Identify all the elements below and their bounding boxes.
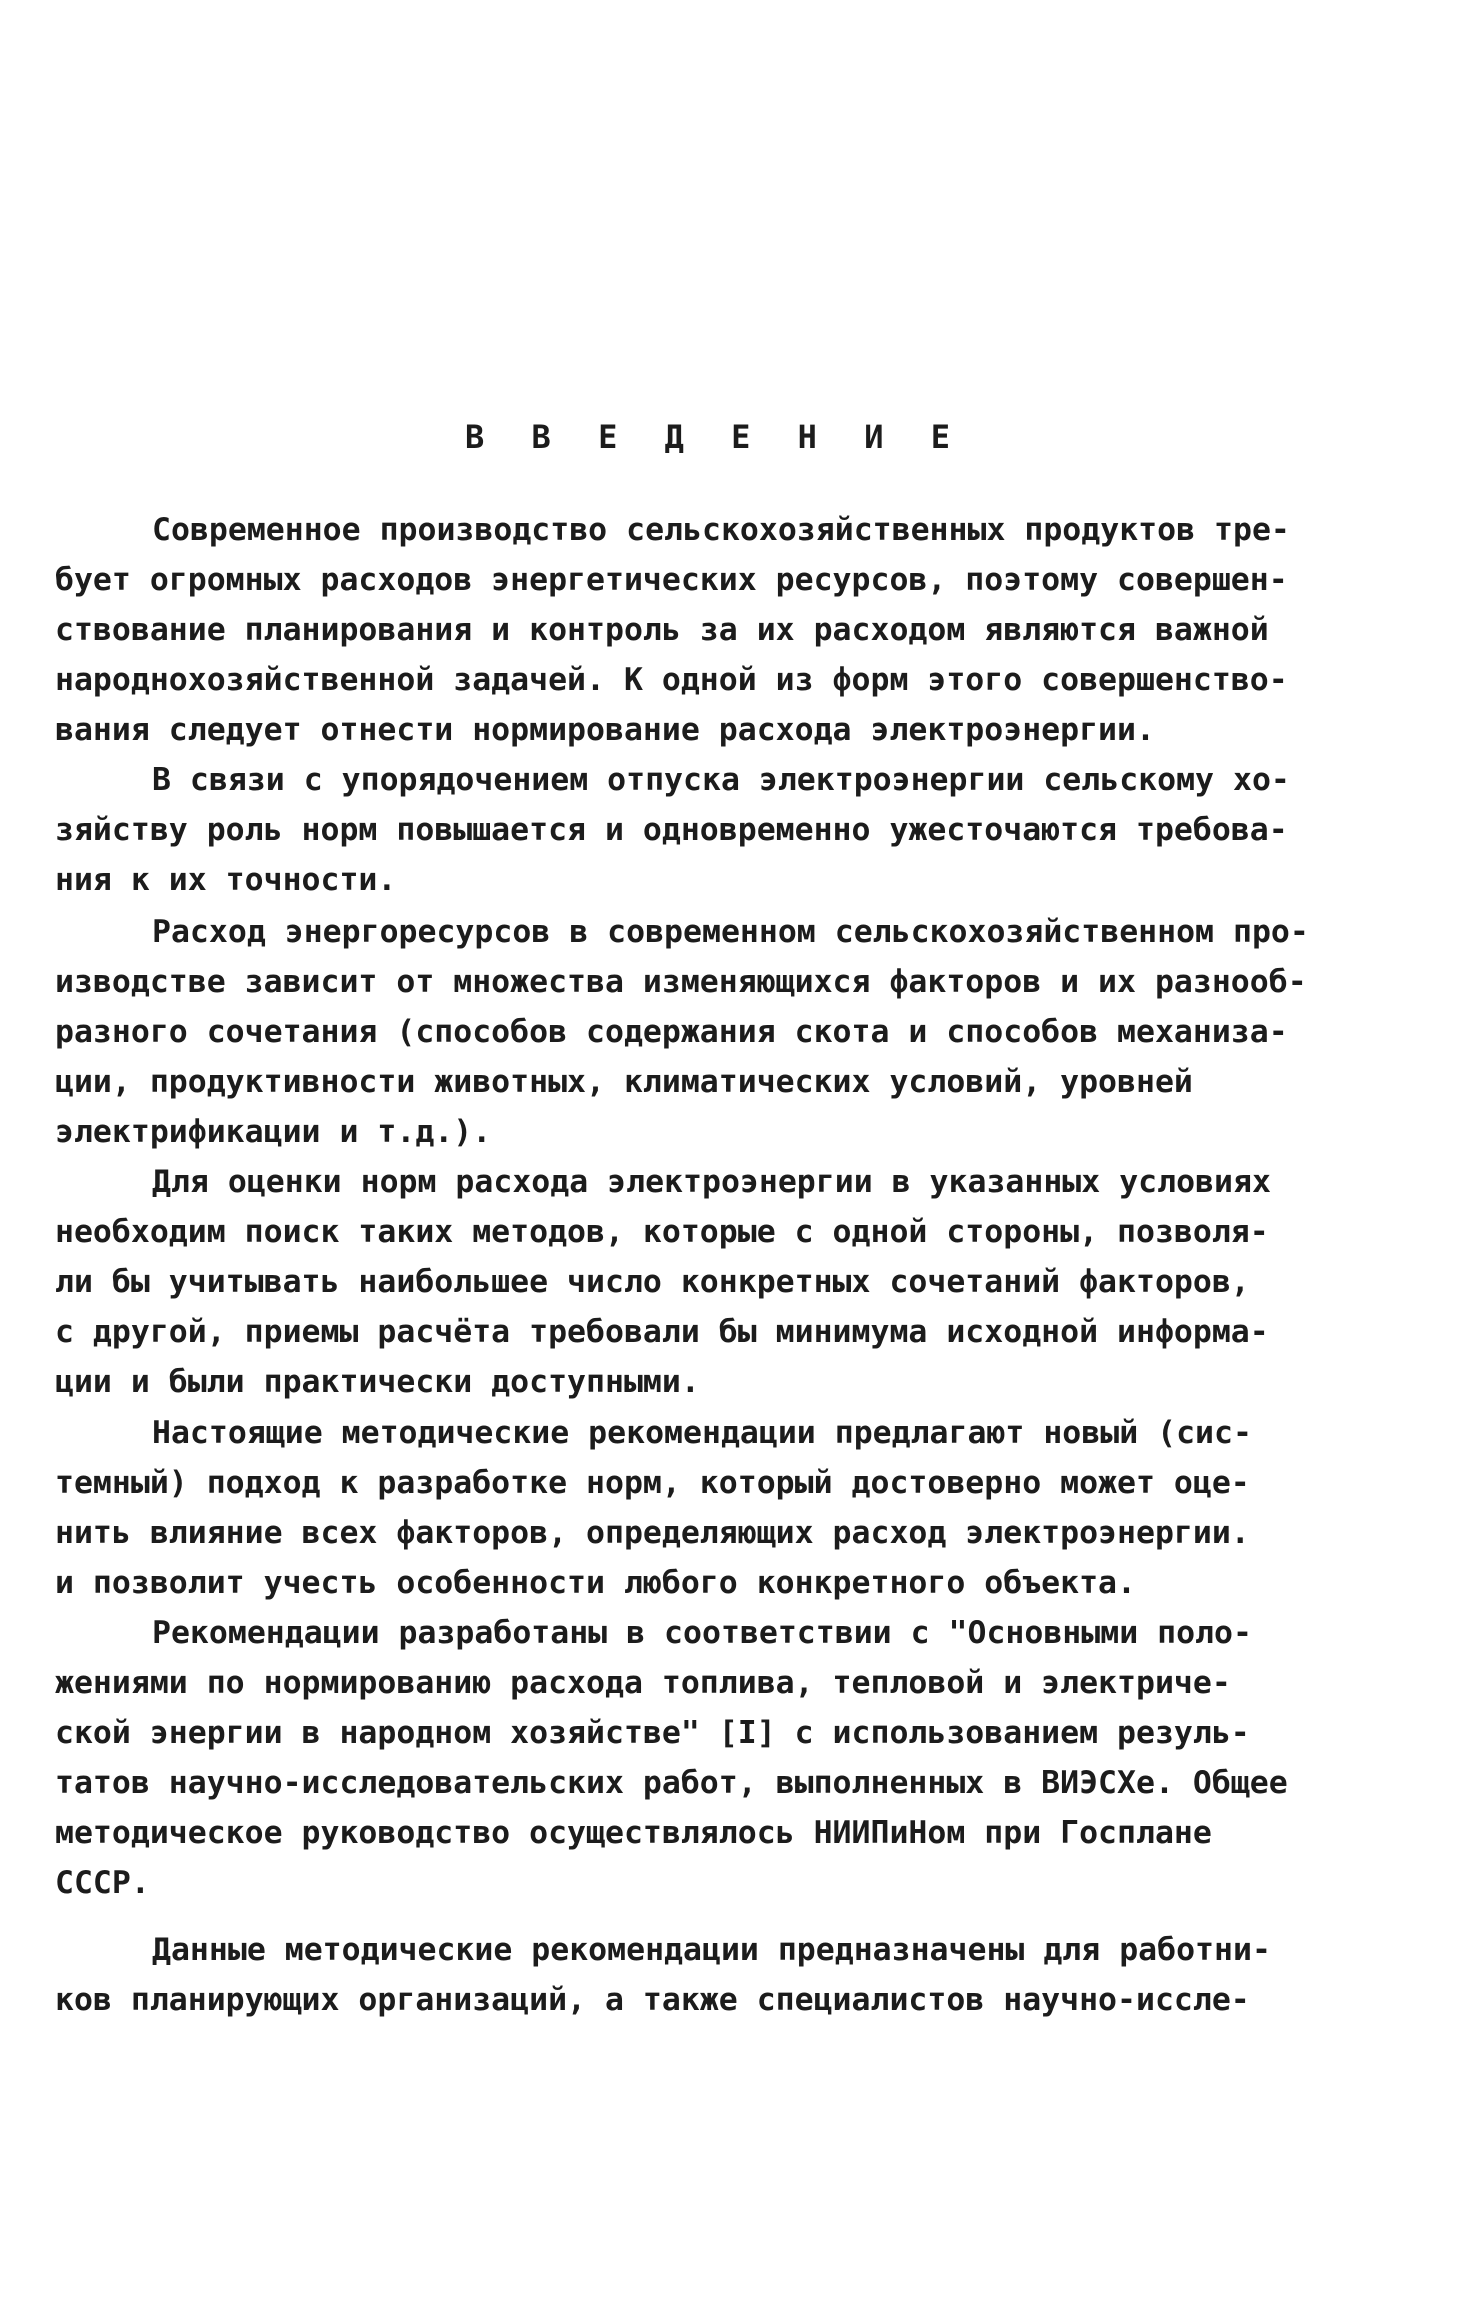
text-line: жениями по нормированию расхода топлива, тепловой и электриче- <box>55 1665 1231 1701</box>
text-line: с другой, приемы расчёта требовали бы минимума исходной информа- <box>55 1314 1269 1350</box>
text-line: разного сочетания (способов содержания скота и способов механиза- <box>55 1014 1288 1050</box>
text-line: вания следует отнести нормирование расхода электроэнергии. <box>55 712 1155 748</box>
text-line: СССР. <box>55 1865 150 1901</box>
text-line: изводстве зависит от множества изменяющихся факторов и их разнооб- <box>55 964 1307 1000</box>
text-line: ния к их точности. <box>55 862 397 898</box>
text-line: Расход энергоресурсов в современном сельскохозяйственном про- <box>152 914 1309 950</box>
text-line: Современное производство сельскохозяйственных продуктов тре- <box>152 512 1290 548</box>
text-line: народнохозяйственной задачей. К одной из форм этого совершенство- <box>55 662 1288 698</box>
text-line: зяйству роль норм повышается и одновременно ужесточаются требова- <box>55 812 1288 848</box>
text-line: Настоящие методические рекомендации предлагают новый (сис- <box>152 1415 1252 1451</box>
text-line: методическое руководство осуществлялось НИИПиНом при Госплане <box>55 1815 1212 1851</box>
text-line: бует огромных расходов энергетических ресурсов, поэтому совершен- <box>55 562 1288 598</box>
page-heading: В В Е Д Е Н И Е <box>465 418 964 456</box>
text-line: Данные методические рекомендации предназначены для работни- <box>152 1932 1271 1968</box>
text-line: нить влияние всех факторов, определяющих расход электроэнергии. <box>55 1515 1250 1551</box>
text-line: ков планирующих организаций, а также специалистов научно-иссле- <box>55 1982 1250 2018</box>
text-line: ции и были практически доступными. <box>55 1364 700 1400</box>
text-line: ли бы учитывать наибольшее число конкретных сочетаний факторов, <box>55 1264 1250 1300</box>
text-line: Для оценки норм расхода электроэнергии в указанных условиях <box>152 1164 1271 1200</box>
text-line: Рекомендации разработаны в соответствии с "Основными поло- <box>152 1615 1252 1651</box>
text-line: необходим поиск таких методов, которые с одной стороны, позволя- <box>55 1214 1269 1250</box>
text-line: электрификации и т.д.). <box>55 1114 492 1150</box>
text-line: ствование планирования и контроль за их расходом являются важной <box>55 612 1269 648</box>
text-line: ции, продуктивности животных, климатических условий, уровней <box>55 1064 1193 1100</box>
text-line: татов научно-исследовательских работ, выполненных в ВИЭСХе. Общее <box>55 1765 1288 1801</box>
text-line: ской энергии в народном хозяйстве" [I] с использованием резуль- <box>55 1715 1250 1751</box>
text-line: темный) подход к разработке норм, который достоверно может оце- <box>55 1465 1250 1501</box>
text-line: В связи с упорядочением отпуска электроэнергии сельскому хо- <box>152 762 1290 798</box>
text-line: и позволит учесть особенности любого конкретного объекта. <box>55 1565 1136 1601</box>
